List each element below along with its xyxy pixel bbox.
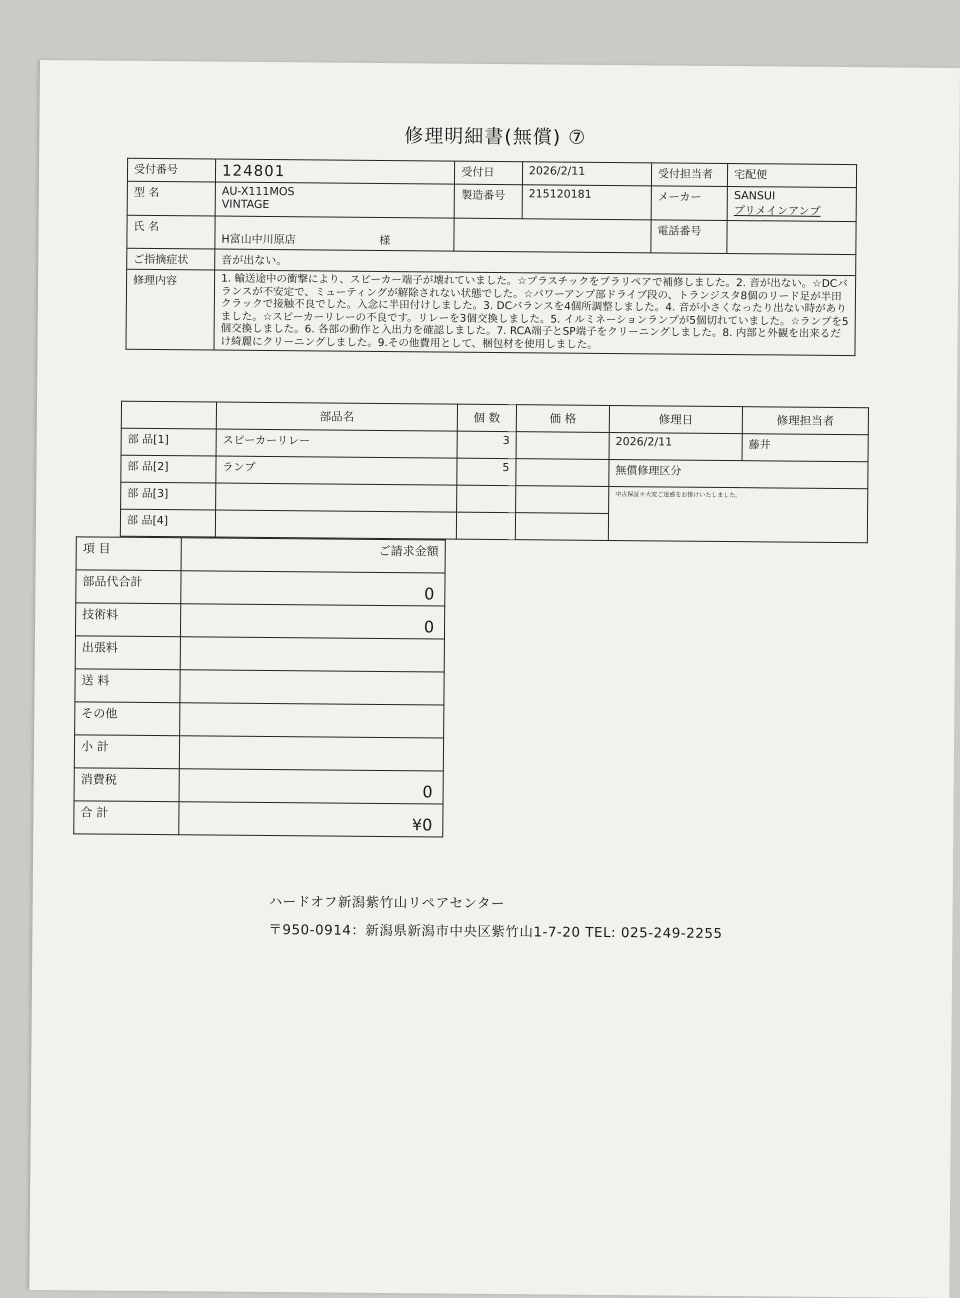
part-price — [516, 432, 609, 460]
part-price — [515, 513, 608, 541]
repair-statement-sheet — [29, 60, 960, 1298]
part-name — [216, 483, 457, 512]
header-part-name: 部品名 — [216, 402, 457, 431]
summary-row-value — [180, 637, 444, 672]
part-row-label: 部 品[2] — [121, 455, 216, 483]
billing-summary-table — [73, 536, 446, 837]
summary-row-label: その他 — [75, 702, 180, 736]
technician: 藤井 — [742, 434, 868, 462]
warranty-note: 中古保証＊大変ご迷惑をお掛けいたしました。 — [608, 486, 867, 542]
symptom-text: 音が出ない。 — [215, 249, 856, 276]
parts-corner — [121, 401, 216, 429]
honorific: 様 — [379, 233, 391, 248]
customer-name: H富山中川原店 — [221, 232, 296, 247]
summary-row-label: 出張料 — [75, 636, 180, 670]
maker: SANSUI — [733, 189, 776, 203]
phone-label: 電話番号 — [651, 220, 728, 254]
serial-number: 215120181 — [522, 185, 651, 220]
summary-row-value — [180, 670, 444, 705]
part-qty — [457, 485, 516, 513]
header-repair-date: 修理日 — [609, 405, 742, 433]
name-label: 氏 名 — [127, 215, 215, 249]
header-price: 価 格 — [516, 405, 609, 433]
part-price — [516, 486, 609, 514]
model-line1: AU-X111MOS — [221, 184, 295, 199]
summary-row-label: 技術料 — [75, 603, 180, 637]
part-name: スピーカーリレー — [216, 429, 457, 458]
part-qty — [456, 512, 515, 540]
part-row-label: 部 品[1] — [121, 428, 216, 456]
company-name: ハードオフ新潟紫竹山リペアセンター — [268, 894, 505, 913]
summary-row-label: 送 料 — [75, 669, 180, 703]
summary-total-label: 合 計 — [74, 801, 179, 835]
receipt-no-label: 受付番号 — [127, 158, 215, 182]
maker-cell — [727, 187, 856, 222]
repair-content-text: 1. 輸送途中の衝撃により、スピーカー端子が壊れていました。☆プラスチックをプラリペアで補修しました。2. 音が出ない。☆DCバランスが不安定で、ミューティングが解除されない状態でした。☆パワーアンプ部ドライブ段の、トランジスタ8個のリード足が半田クラックで接触不良でした。入念に半田付けしました。3. DCバランスを4個所調整しました。4. 音が小さくなったり出ない時がありました。☆スピーカーリレーの不良です。リレーを3個交換しました。5. イルミネーションランプが5個切れていました。☆ランプを5個交換しました。6. 各部の動作と入出力を確認しました。7. RCA端子とSP端子をクリーニングしました。8. 内部と外観を出来るだけ綺麗にクリーニングしました。9.その他費用として、梱包材を使用しました。 — [214, 270, 856, 356]
summary-total-value: ¥0 — [179, 802, 443, 837]
symptom-label: ご指摘症状 — [127, 248, 215, 270]
parts-table — [120, 401, 869, 544]
part-price — [516, 459, 609, 487]
summary-row-value: 0 — [180, 604, 444, 639]
part-name — [215, 510, 456, 539]
receipt-no: 124801 — [215, 159, 455, 184]
customer-name-cell — [215, 216, 455, 251]
company-address: 〒950-0914：新潟県新潟市中央区紫竹山1-7-20 TEL: 025-249-2255 — [268, 922, 723, 942]
receipt-date: 2026/2/11 — [522, 162, 651, 186]
receiver: 宅配便 — [728, 164, 857, 188]
blank-cell — [454, 218, 651, 253]
summary-row-value: 0 — [179, 769, 443, 804]
model-label: 型 名 — [127, 181, 215, 216]
phone-number — [727, 221, 856, 255]
summary-row-value — [179, 736, 443, 771]
summary-row-value — [180, 703, 444, 738]
maker-label: メーカー — [651, 186, 728, 221]
summary-amount-header: ご請求金額 — [181, 538, 445, 573]
product-category: プリメインアンプ — [733, 204, 821, 218]
document-title: 修理明細書(無償) ⑦ — [404, 125, 587, 149]
part-row-label: 部 品[3] — [121, 482, 216, 510]
repair-category: 無償修理区分 — [609, 459, 868, 488]
part-qty: 3 — [457, 431, 516, 459]
summary-item-header: 項 目 — [76, 537, 181, 571]
summary-row-label: 消費税 — [74, 768, 179, 802]
serial-label: 製造番号 — [455, 184, 523, 219]
receipt-date-label: 受付日 — [455, 161, 523, 185]
header-qty: 個 数 — [457, 404, 516, 432]
summary-row-label: 部品代合計 — [76, 570, 181, 604]
part-qty: 5 — [457, 458, 516, 486]
model-cell — [215, 182, 455, 218]
repair-date: 2026/2/11 — [609, 432, 742, 460]
part-row-label: 部 品[4] — [120, 509, 215, 537]
footer — [268, 890, 723, 950]
repair-content-label: 修理内容 — [126, 269, 215, 350]
header-technician: 修理担当者 — [742, 407, 868, 435]
receiver-label: 受付担当者 — [651, 163, 728, 187]
customer-info-table — [125, 158, 857, 356]
model-line2: VINTAGE — [221, 197, 270, 212]
summary-row-label: 小 計 — [74, 735, 179, 769]
part-name: ランプ — [216, 456, 457, 485]
summary-row-value: 0 — [181, 571, 445, 606]
